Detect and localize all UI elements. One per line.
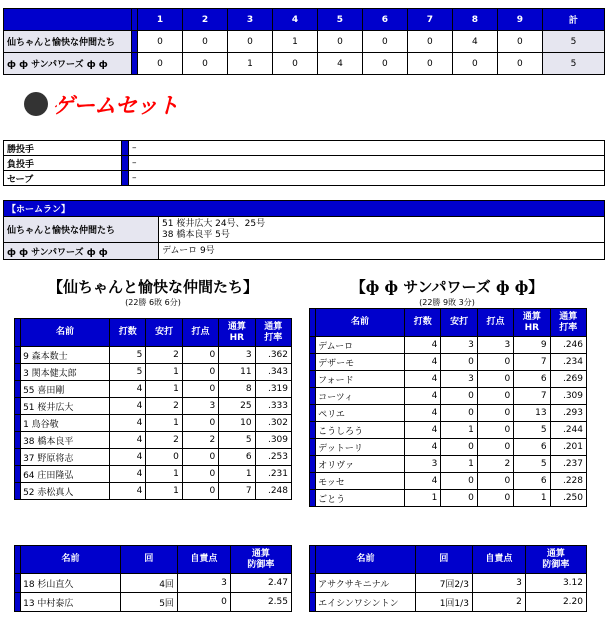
- table-row: [15, 415, 292, 432]
- table-row: [310, 405, 587, 422]
- stat-cell: .201: [550, 439, 586, 456]
- column-header: 安打: [441, 309, 477, 337]
- inning-number: 8: [452, 9, 497, 31]
- column-header: 安打: [146, 319, 182, 347]
- stat-cell: 7回2/3: [415, 574, 472, 593]
- stat-cell: .228: [550, 473, 586, 490]
- inning-score: 0: [407, 53, 452, 75]
- table-row: [15, 347, 292, 364]
- stat-cell: 1: [146, 466, 182, 483]
- inning-number: 3: [227, 9, 272, 31]
- stat-cell: 6: [219, 449, 255, 466]
- column-header: 名前: [316, 546, 416, 574]
- table-row: [310, 473, 587, 490]
- stats-header-row: [15, 546, 292, 574]
- stat-cell: .248: [255, 483, 291, 500]
- scoreboard-team-row: [4, 53, 605, 75]
- game-set-text: ゲームセット: [52, 93, 179, 119]
- column-header: 自責点: [177, 546, 230, 574]
- table-row: [310, 388, 587, 405]
- stat-cell: 0: [477, 439, 513, 456]
- stat-cell: .302: [255, 415, 291, 432]
- stat-cell: 4: [405, 371, 441, 388]
- stat-cell: 0: [182, 381, 218, 398]
- stat-cell: 0: [477, 422, 513, 439]
- player-name: 64 庄田隆弘: [21, 466, 110, 483]
- player-name: 55 喜田剛: [21, 381, 110, 398]
- table-row: [310, 456, 587, 473]
- stat-cell: 4: [405, 439, 441, 456]
- stat-cell: 9: [514, 337, 550, 354]
- team1-record: (22勝 6敗 6分): [125, 298, 181, 307]
- stat-cell: .244: [550, 422, 586, 439]
- stat-cell: 0: [477, 388, 513, 405]
- stat-cell: 4: [110, 483, 146, 500]
- player-name: 37 野原将志: [21, 449, 110, 466]
- win-pitcher-label: 勝投手: [4, 141, 122, 156]
- table-row: [310, 490, 587, 507]
- stat-cell: 0: [182, 466, 218, 483]
- inning-score: 4: [317, 53, 362, 75]
- inning-score: 0: [452, 53, 497, 75]
- stat-cell: 4: [405, 354, 441, 371]
- stat-cell: 0: [182, 415, 218, 432]
- stat-cell: 0: [477, 371, 513, 388]
- stat-cell: 0: [182, 483, 218, 500]
- stat-cell: 6: [514, 473, 550, 490]
- game-set-banner: [24, 88, 178, 120]
- stat-cell: 4: [110, 398, 146, 415]
- team1-batting-table: [14, 318, 292, 500]
- table-row: [15, 398, 292, 415]
- stat-cell: 1: [146, 415, 182, 432]
- stat-cell: 8: [219, 381, 255, 398]
- hr-team-name: 仙ちゃんと愉快な仲間たち: [4, 217, 159, 243]
- stat-cell: 1: [146, 483, 182, 500]
- stat-cell: 2: [182, 432, 218, 449]
- column-header: 名前: [316, 309, 405, 337]
- stat-cell: 0: [441, 439, 477, 456]
- baseball-icon: [24, 92, 48, 116]
- stat-cell: .343: [255, 364, 291, 381]
- table-row: [15, 364, 292, 381]
- column-header: 打数: [405, 309, 441, 337]
- stat-cell: 0: [182, 364, 218, 381]
- stat-cell: 2.47: [230, 574, 291, 593]
- table-row: [310, 439, 587, 456]
- column-header: 通算 HR: [514, 309, 550, 337]
- stat-cell: .333: [255, 398, 291, 415]
- table-row: [310, 574, 587, 593]
- player-name: デムーロ: [316, 337, 405, 354]
- inning-number: 6: [362, 9, 407, 31]
- stat-cell: .293: [550, 405, 586, 422]
- stat-cell: 3: [177, 574, 230, 593]
- stat-cell: 0: [477, 405, 513, 422]
- stats-header-row: [15, 319, 292, 347]
- stat-cell: .234: [550, 354, 586, 371]
- stat-cell: .237: [550, 456, 586, 473]
- table-row: [310, 354, 587, 371]
- inning-number: 1: [138, 9, 183, 31]
- column-header: 通算 HR: [219, 319, 255, 347]
- stat-cell: 5: [514, 422, 550, 439]
- stat-cell: 2: [146, 398, 182, 415]
- stat-cell: 3: [441, 337, 477, 354]
- inning-score: 4: [452, 31, 497, 53]
- column-header: 名前: [21, 546, 121, 574]
- table-row: [15, 466, 292, 483]
- stat-cell: 4回: [120, 574, 177, 593]
- stat-cell: 2: [472, 593, 525, 612]
- stat-cell: 0: [177, 593, 230, 612]
- stat-cell: 3: [182, 398, 218, 415]
- player-name: エイシンワシントン: [316, 593, 416, 612]
- stat-cell: 5: [219, 432, 255, 449]
- stat-cell: 5: [514, 456, 550, 473]
- inning-score: 0: [138, 53, 183, 75]
- stat-cell: 4: [110, 381, 146, 398]
- player-name: アサクサキニナル: [316, 574, 416, 593]
- column-header: 打数: [110, 319, 146, 347]
- stat-cell: 2.20: [525, 593, 586, 612]
- stat-cell: 5回: [120, 593, 177, 612]
- inning-number: 2: [182, 9, 227, 31]
- stat-cell: 5: [110, 347, 146, 364]
- team2-record: (22勝 9敗 3分): [419, 298, 475, 307]
- stat-cell: 1: [405, 490, 441, 507]
- scoreboard-team-row: [4, 31, 605, 53]
- stat-cell: 0: [441, 405, 477, 422]
- stats-header-row: [310, 546, 587, 574]
- stat-cell: 4: [405, 422, 441, 439]
- stat-cell: .250: [550, 490, 586, 507]
- stat-cell: 2: [477, 456, 513, 473]
- table-row: [15, 449, 292, 466]
- stat-cell: 0: [441, 354, 477, 371]
- lose-pitcher-value: –: [129, 156, 605, 171]
- team-name: 仙ちゃんと愉快な仲間たち: [4, 31, 132, 53]
- column-header: 回: [120, 546, 177, 574]
- scoreboard-header-row: [4, 9, 605, 31]
- table-row: [310, 593, 587, 612]
- home-run-title: 【ホームラン】: [4, 201, 605, 217]
- column-header: 通算 打率: [255, 319, 291, 347]
- stat-cell: 0: [441, 388, 477, 405]
- inning-score: 0: [138, 31, 183, 53]
- team-name: ф ф サンパワーズ ф ф: [4, 53, 132, 75]
- lose-pitcher-label: 負投手: [4, 156, 122, 171]
- hr-entries: [159, 217, 605, 243]
- stat-cell: 6: [514, 371, 550, 388]
- stat-cell: 25: [219, 398, 255, 415]
- stat-cell: 1: [441, 456, 477, 473]
- column-header: 打点: [477, 309, 513, 337]
- inning-score: 0: [317, 31, 362, 53]
- inning-score: 0: [362, 31, 407, 53]
- stat-cell: 3: [477, 337, 513, 354]
- save-pitcher-value: –: [129, 171, 605, 186]
- stat-cell: 7: [514, 388, 550, 405]
- stat-cell: 5: [110, 364, 146, 381]
- table-row: [310, 422, 587, 439]
- table-row: [15, 593, 292, 612]
- player-name: デザーモ: [316, 354, 405, 371]
- stat-cell: 7: [514, 354, 550, 371]
- total-score: 5: [542, 53, 604, 75]
- stat-cell: 0: [441, 473, 477, 490]
- player-name: デットーリ: [316, 439, 405, 456]
- hr-entry: 51 桜井広大 24号、25号: [162, 218, 266, 229]
- player-name: 1 鳥谷敬: [21, 415, 110, 432]
- stat-cell: .309: [550, 388, 586, 405]
- stat-cell: 3: [441, 371, 477, 388]
- player-name: 18 杉山直久: [21, 574, 121, 593]
- stat-cell: 7: [219, 483, 255, 500]
- stat-cell: 2.55: [230, 593, 291, 612]
- table-row: [310, 371, 587, 388]
- team2-pitching-table: [309, 545, 587, 612]
- stat-cell: 13: [514, 405, 550, 422]
- inning-score: 0: [497, 31, 542, 53]
- player-name: 9 森本数士: [21, 347, 110, 364]
- inning-number: 4: [272, 9, 317, 31]
- total-score: 5: [542, 31, 604, 53]
- table-row: [310, 337, 587, 354]
- stat-cell: 3: [405, 456, 441, 473]
- stat-cell: 4: [405, 388, 441, 405]
- stat-cell: 10: [219, 415, 255, 432]
- hr-entries: [159, 243, 605, 260]
- pitchers-of-record: [3, 140, 605, 186]
- column-header: 通算 打率: [550, 309, 586, 337]
- inning-score: 1: [227, 53, 272, 75]
- home-run-table: [3, 200, 605, 260]
- win-pitcher-value: –: [129, 141, 605, 156]
- total-label: 計: [542, 9, 604, 31]
- stat-cell: 0: [477, 473, 513, 490]
- player-name: フォード: [316, 371, 405, 388]
- inning-score: 0: [182, 53, 227, 75]
- stat-cell: 2: [146, 347, 182, 364]
- player-name: 38 橋本良平: [21, 432, 110, 449]
- inning-score: 0: [497, 53, 542, 75]
- stat-cell: .362: [255, 347, 291, 364]
- inning-number: 7: [407, 9, 452, 31]
- column-header: 打点: [182, 319, 218, 347]
- column-header: 名前: [21, 319, 110, 347]
- inning-number: 5: [317, 9, 362, 31]
- column-header: 自責点: [472, 546, 525, 574]
- table-row: [15, 483, 292, 500]
- team1-title: 【仙ちゃんと愉快な仲間たち】: [47, 278, 258, 296]
- team2-batting-table: [309, 308, 587, 507]
- inning-score: 0: [227, 31, 272, 53]
- column-header: 通算 防御率: [230, 546, 291, 574]
- column-header: 通算 防御率: [525, 546, 586, 574]
- stat-cell: 4: [110, 466, 146, 483]
- stat-cell: .319: [255, 381, 291, 398]
- table-row: [15, 381, 292, 398]
- stat-cell: 0: [146, 449, 182, 466]
- team1-pitching-table: [14, 545, 292, 612]
- inning-number: 9: [497, 9, 542, 31]
- player-name: 51 桜井広大: [21, 398, 110, 415]
- stat-cell: 0: [477, 490, 513, 507]
- team2-title: 【ф ф サンパワーズ ф ф】: [350, 278, 544, 296]
- stat-cell: .231: [255, 466, 291, 483]
- stat-cell: 3: [219, 347, 255, 364]
- stat-cell: 0: [182, 449, 218, 466]
- inning-score: 0: [182, 31, 227, 53]
- hr-team-name: ф ф サンパワーズ ф ф: [4, 243, 159, 260]
- column-header: 回: [415, 546, 472, 574]
- inning-score: 1: [272, 31, 317, 53]
- stat-cell: 3.12: [525, 574, 586, 593]
- stat-cell: 3: [472, 574, 525, 593]
- stat-cell: .253: [255, 449, 291, 466]
- stat-cell: 4: [110, 449, 146, 466]
- scoreboard: [3, 8, 605, 75]
- stat-cell: 2: [146, 432, 182, 449]
- player-name: ごとう: [316, 490, 405, 507]
- stat-cell: 4: [110, 415, 146, 432]
- stat-cell: 1: [146, 381, 182, 398]
- inning-score: 0: [272, 53, 317, 75]
- stat-cell: 0: [477, 354, 513, 371]
- hr-entry: 38 橋本良平 5号: [162, 229, 230, 240]
- stat-cell: 6: [514, 439, 550, 456]
- stat-cell: 4: [405, 405, 441, 422]
- stat-cell: 11: [219, 364, 255, 381]
- player-name: オリヴァ: [316, 456, 405, 473]
- stat-cell: 4: [405, 337, 441, 354]
- stat-cell: .269: [550, 371, 586, 388]
- stats-header-row: [310, 309, 587, 337]
- stat-cell: 1: [441, 422, 477, 439]
- player-name: モッセ: [316, 473, 405, 490]
- hr-entry: デムーロ 9号: [162, 245, 215, 256]
- table-row: [15, 574, 292, 593]
- player-name: コーツィ: [316, 388, 405, 405]
- stat-cell: 4: [405, 473, 441, 490]
- save-pitcher-label: セーブ: [4, 171, 122, 186]
- inning-score: 0: [362, 53, 407, 75]
- player-name: ペリエ: [316, 405, 405, 422]
- stat-cell: 4: [110, 432, 146, 449]
- player-name: 3 関本健太郎: [21, 364, 110, 381]
- stat-cell: .246: [550, 337, 586, 354]
- stat-cell: 1: [146, 364, 182, 381]
- scoreboard-corner: [4, 9, 132, 31]
- stat-cell: .309: [255, 432, 291, 449]
- player-name: こうしろう: [316, 422, 405, 439]
- table-row: [15, 432, 292, 449]
- stat-cell: 1: [514, 490, 550, 507]
- stat-cell: 0: [182, 347, 218, 364]
- stat-cell: 0: [441, 490, 477, 507]
- inning-score: 0: [407, 31, 452, 53]
- stat-cell: 1回1/3: [415, 593, 472, 612]
- player-name: 52 赤松真人: [21, 483, 110, 500]
- stat-cell: 1: [219, 466, 255, 483]
- player-name: 13 中村泰広: [21, 593, 121, 612]
